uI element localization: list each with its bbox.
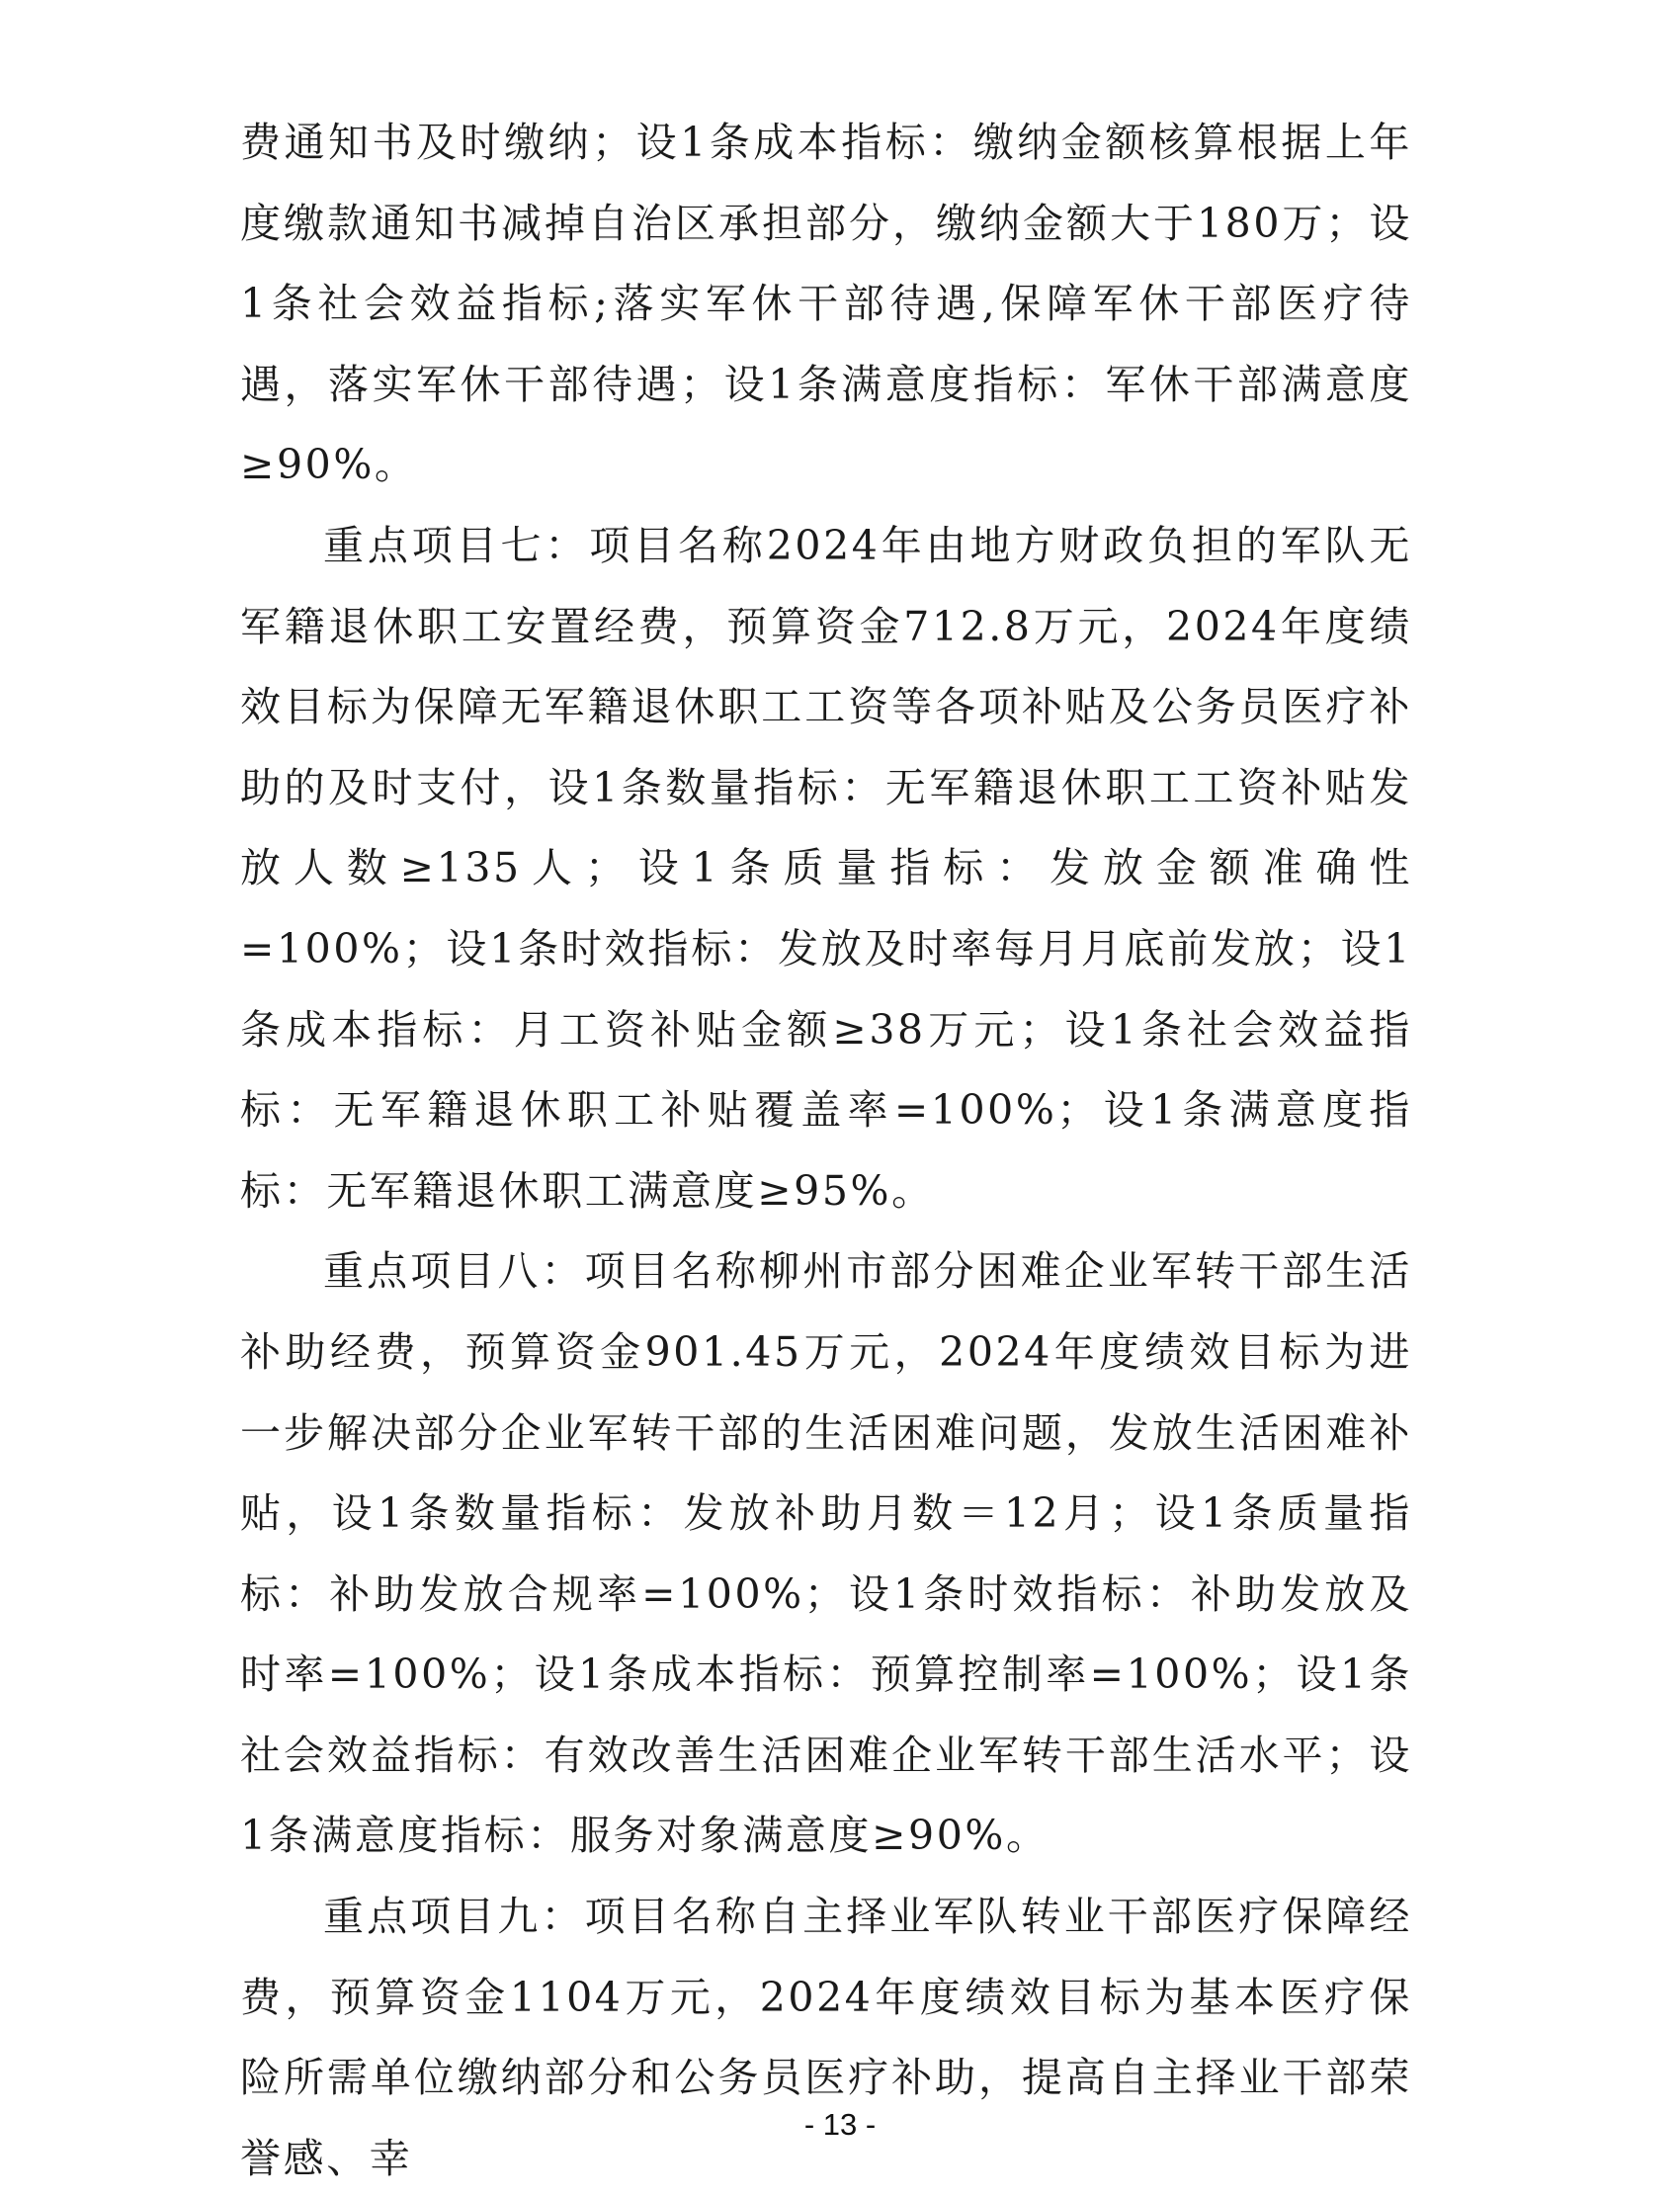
page-number: - 13 - <box>803 2107 877 2142</box>
body-text <box>240 103 1412 2199</box>
paragraph-continuation: 费通知书及时缴纳；设1条成本指标：缴纳金额核算根据上年度缴款通知书减掉自治区承担部分，缴纳金额大于180万；设1条社会效益指标;落实军休干部待遇,保障军休干部医疗待遇，落实军休干部待遇；设1条满意度指标：军休干部满意度≥90%。 <box>240 119 1412 489</box>
paragraph-key-project-9: 重点项目九：项目名称自主择业军队转业干部医疗保障经费，预算资金1104万元，2024年度绩效目标为基本医疗保险所需单位缴纳部分和公务员医疗补助，提高自主择业干部荣誉感、幸 <box>240 1893 1412 2182</box>
paragraph-key-project-8: 重点项目八：项目名称柳州市部分困难企业军转干部生活补助经费，预算资金901.45万元，2024年度绩效目标为进一步解决部分企业军转干部的生活困难问题，发放生活困难补贴，设1条数量指标：发放补助月数＝12月；设1条质量指标：补助发放合规率=100%；设1条时效指标：补助发放及时率=100%；设1条成本指标：预算控制率=100%；设1条社会效益指标：有效改善生活困难企业军转干部生活水平；设1条满意度指标：服务对象满意度≥90%。 <box>240 1247 1412 1860</box>
paragraph-key-project-7: 重点项目七：项目名称2024年由地方财政负担的军队无军籍退休职工安置经费，预算资金712.8万元，2024年度绩效目标为保障无军籍退休职工工资等各项补贴及公务员医疗补助的及时支付，设1条数量指标：无军籍退休职工工资补贴发放人数≥135人；设1条质量指标：发放金额准确性=100%；设1条时效指标：发放及时率每月月底前发放；设1条成本指标：月工资补贴金额≥38万元；设1条社会效益指标：无军籍退休职工补贴覆盖率=100%；设1条满意度指标：无军籍退休职工满意度≥95%。 <box>240 521 1412 1215</box>
